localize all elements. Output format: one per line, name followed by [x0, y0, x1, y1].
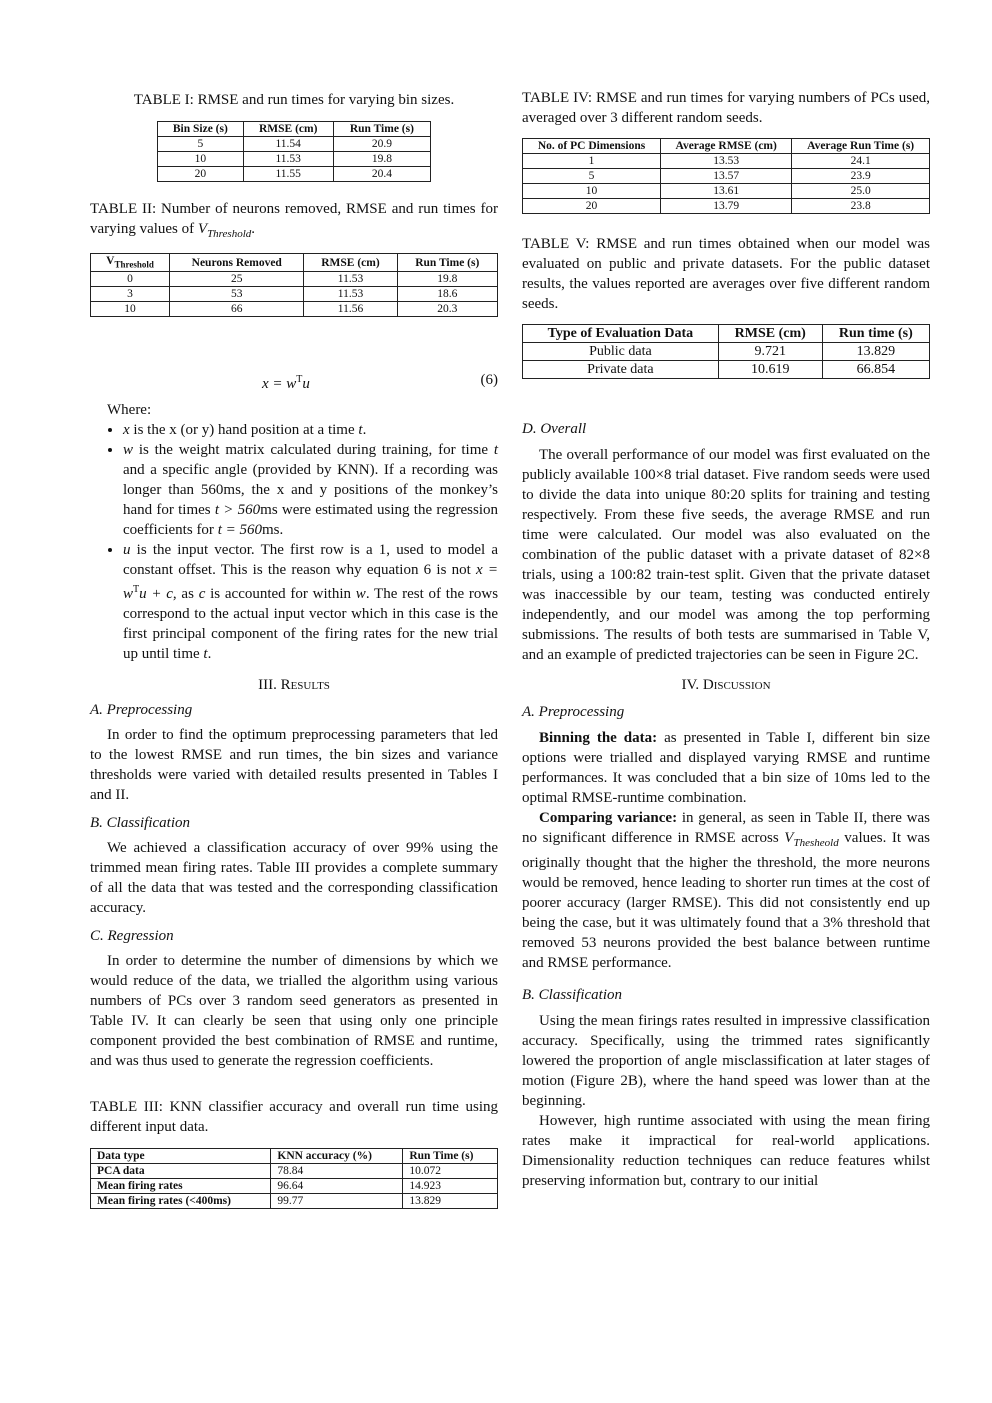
results-c-text: In order to determine the number of dimensions by which we would reduce of the data, we trialled the algorithm using various numbers of PCs over 3 random seed generators as presented in Table IV. It can clearly be seen that using only one principle component provided the best combination of RMSE and runtime, and was thus used to generate the regression coefficients. [90, 953, 498, 1070]
table-row: 3 53 11.53 18.6 [91, 287, 498, 302]
list-item: • w is the weight matrix calculated during training, for time t and a specific angle (provided by KNN). If a recording was longer than 560ms, the x and y positions of the monkey’s hand for times t > 560ms were estimated using the regression coefficients for t = 560ms. [123, 440, 498, 540]
table4-caption: TABLE IV: RMSE and run times for varying numbers of PCs used, averaged over 3 different random seeds. [522, 90, 930, 126]
table2 [90, 253, 498, 317]
table-row: 5 11.54 20.9 [158, 137, 431, 152]
table-row: 5 13.57 23.9 [523, 169, 930, 184]
list-item: • u is the input vector. The first row is a 1, used to model a constant offset. This is the reason why equation 6 is not $x = w^Tu + c$, as c is accounted for within w. The rest of the rows correspond to the actual input vector which in this case is the first principal component of the firing rates for the new trial up until time t. [123, 540, 498, 664]
table-row: Mean firing rates 96.64 14.923 [91, 1179, 498, 1194]
list-item: • x is the x (or y) hand position at a time t. [123, 420, 498, 440]
results-a-heading: A. Preprocessing [90, 702, 193, 719]
binning-paragraph: Binning the data: as presented in Table I, different bin size options were trialled and displayed varying RMSE and runtime performances. It was concluded that a bin size of 10ms led to the optimal RMSE-runtime combination. [522, 730, 931, 806]
variance-paragraph: Comparing variance: in general, as seen in Table II, there was no significant difference in RMSE across $V_{Thesheold}$ values. It was originally thought that the higher the threshold, the more neurons would be removed, hence leading to shorter run times at the cost of poorer accuracy (larger RMSE). This did not consistently end up being the case, but it was ultimately found that a 3% threshold that removed 53 neurons provided the best balance between runtime and RMSE performance. [522, 810, 930, 971]
table-row: 10 11.53 19.8 [158, 152, 431, 167]
table2-caption: TABLE II: Number of neurons removed, RMSE and run times for varying values of $V_{Threshold}$. [90, 201, 498, 240]
discussion-b-heading: B. Classification [522, 987, 623, 1003]
discussion-a-heading: A. Preprocessing [522, 704, 625, 720]
table4 [522, 138, 930, 214]
table-row: Private data 10.619 66.854 [523, 361, 930, 379]
right-column [522, 88, 930, 1191]
results-heading: III. Results [258, 677, 330, 694]
table-row: 10 66 11.56 20.3 [91, 302, 498, 317]
table-row: 20 11.55 20.4 [158, 167, 431, 182]
table-row: PCA data 78.84 10.072 [91, 1164, 498, 1179]
results-a-text: In order to find the optimum preprocessing parameters that led to the lowest RMSE and run times, the bin sizes and variance thresholds were varied with detailed results presented in Tables I and II. [90, 727, 498, 804]
table-row: 20 13.79 23.8 [523, 199, 930, 214]
table-row: Public data 9.721 13.829 [523, 343, 930, 361]
equation-6: $x = w^Tu$ (6) [262, 372, 498, 393]
table-row: No. of PC Dimensions Average RMSE (cm) Average Run Time (s) [523, 139, 930, 154]
table-row: Mean firing rates (<400ms) 99.77 13.829 [91, 1194, 498, 1209]
overall-text: The overall performance of our model was first evaluated on the publicly available 100×8 trial dataset. Five random seeds were used to divide the data into unique 80:20 splits for training and testing respectively. From these five seeds, the average RMSE and run time were calculated. Our model was also evaluated on the combination of the public dataset with a private dataset of 82×8 trials, using a 100:82 train-test split. Given that the private dataset was inaccessible by our team, testing was conducted entirely independently, and our model was among the top performing submissions. The results of both tests are summarised in Table V, and an example of predicted trajectories can be seen in Figure 2C. [522, 447, 930, 663]
results-b-heading: B. Classification [90, 815, 191, 832]
discussion-heading: IV. Discussion [681, 677, 771, 693]
table-row: Bin Size (s) RMSE (cm) Run Time (s) [158, 122, 431, 137]
table5-caption: TABLE V: RMSE and run times obtained when our model was evaluated on public and private datasets. For the public dataset results, the values reported are averages over five different random seeds. [522, 236, 930, 312]
classification-paragraph-1: Using the mean firings rates resulted in impressive classification accuracy. Specifically, using the trimmed rates significantly lowered the proportion of angle misclassification at later stages of motion (Figure 2B), where the hand speed was lower than at the beginning. [522, 1013, 930, 1109]
table5 [522, 324, 930, 379]
results-b-text: We achieved a classification accuracy of over 99% using the trimmed mean firing rates. Table III provides a complete summary of all the data that was tested and the corresponding classification accuracy. [90, 840, 498, 917]
table-row: 10 13.61 25.0 [523, 184, 930, 199]
table1 [157, 121, 431, 182]
table1-caption: TABLE I: RMSE and run times for varying bin sizes. [133, 92, 455, 108]
table3-caption: TABLE III: KNN classifier accuracy and overall run time using different input data. [90, 1099, 498, 1136]
table-row: 0 25 11.53 19.8 [91, 272, 498, 287]
classification-paragraph-2: However, high runtime associated with using the mean firing rates make it impractical for real-world applications. Dimensionality reduction techniques can reduce features whilst preserving information but, contrary to our initial [522, 1113, 930, 1189]
table3 [90, 1148, 498, 1209]
results-c-heading: C. Regression [90, 928, 174, 945]
where-label: Where: [107, 402, 152, 419]
table-row: Data type KNN accuracy (%) Run Time (s) [91, 1149, 498, 1164]
left-column [90, 88, 498, 1209]
overall-heading: D. Overall [522, 421, 587, 437]
table-row: 1 13.53 24.1 [523, 154, 930, 169]
bullet-list [90, 420, 498, 664]
table-row: Type of Evaluation Data RMSE (cm) Run time (s) [523, 325, 930, 343]
table-row: $V_{Threshold}$ Neurons Removed RMSE (cm) Run Time (s) [91, 254, 498, 272]
